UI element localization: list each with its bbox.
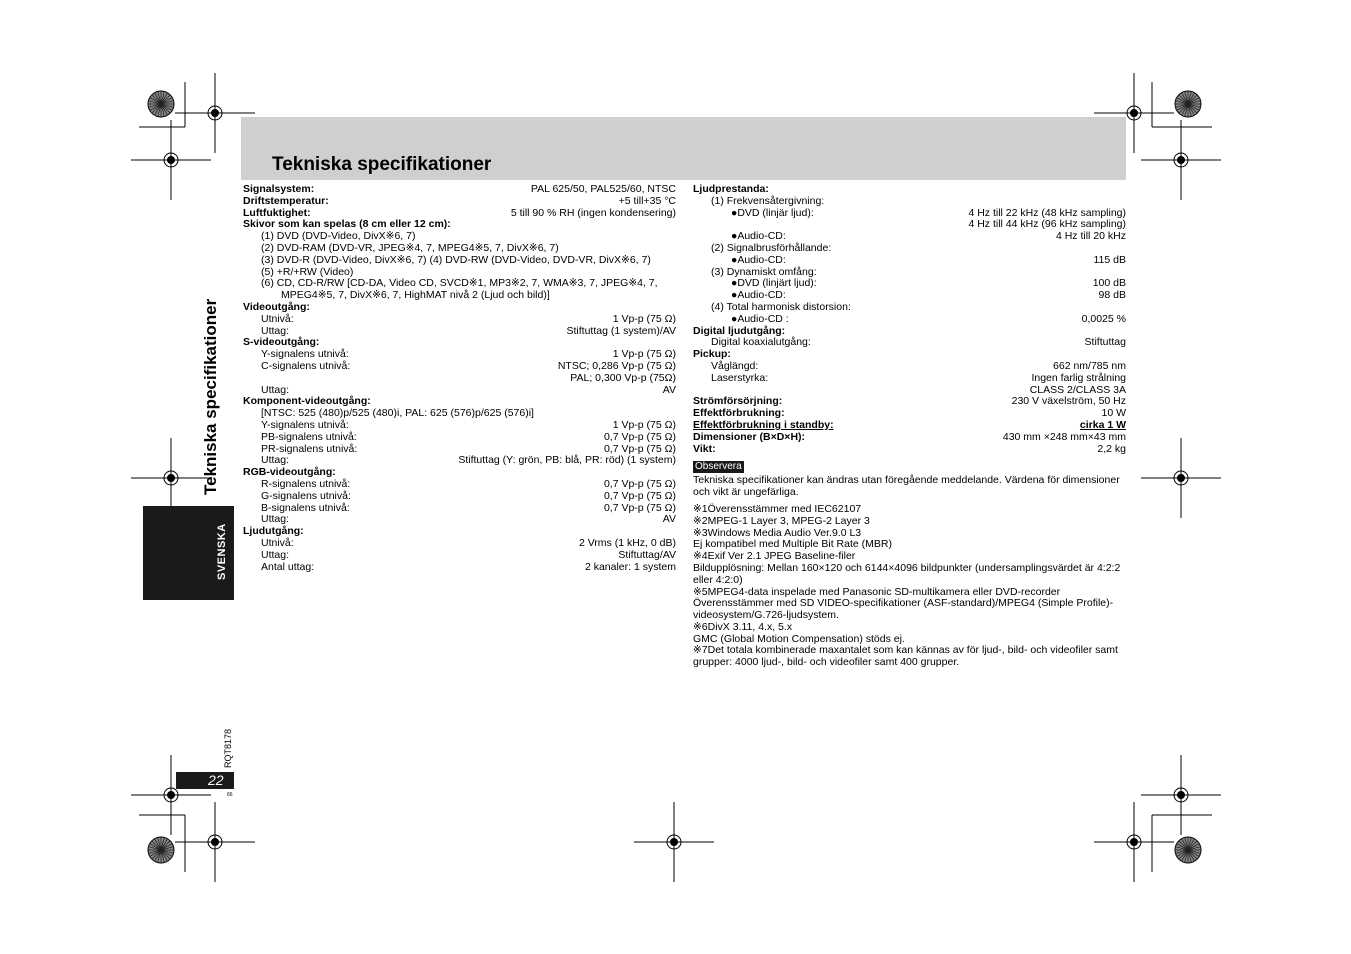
rosette-mark [148, 91, 174, 117]
spec-label: Uttag: [261, 513, 290, 526]
spec-label: Signalsystem: [243, 183, 315, 195]
spec-label: Pickup: [693, 348, 731, 361]
spec-label: MPEG4※5, 7, DivX※6, 7, HighMAT nivå 2 (Ljud och bild)] [281, 289, 550, 302]
spec-row [243, 562, 676, 574]
spec-row [243, 373, 676, 385]
spec-label: Uttag: [261, 383, 290, 396]
spec-label: Luftfuktighet: [243, 206, 311, 219]
spec-label: Strömförsörjning: [693, 395, 783, 408]
spec-label: Videoutgång: [243, 300, 310, 313]
spec-label: Y-signalens utnivå: [261, 418, 349, 431]
spec-label: ●DVD (linjär ljud): [731, 206, 814, 219]
spec-label: (4) Total harmonisk distorsion: [711, 300, 851, 313]
spec-label: Dimensioner (B×D×H): [693, 430, 806, 443]
rosette-mark [1175, 837, 1201, 863]
spec-row [693, 432, 1126, 444]
spec-label: (2) Signalbrusförhållande: [711, 241, 832, 254]
spec-label: PR-signalens utnivå: [261, 442, 358, 455]
spec-label: ●DVD (linjärt ljud): [731, 277, 817, 290]
footnote: ※7Det totala kombinerade maxantalet som kan kännas av för ljud-, bild- och videofiler samt grupper: 4000 ljud-, bild- och videofiler samt 400 grupper. [693, 644, 1118, 669]
footnote: ※6DivX 3.11, 4.x, 5.x [693, 620, 793, 633]
spec-value: 5 till 90 % RH (ingen kondensering) [510, 206, 676, 219]
spec-label: (6) CD, CD-R/RW [CD-DA, Video CD, SVCD※1, MP3※2, 7, WMA※3, 7, JPEG※4, 7, [261, 277, 658, 290]
rosette-mark [148, 837, 174, 863]
spec-label: S-videoutgång: [243, 336, 320, 349]
footnotes [693, 504, 1126, 669]
crosshair-mark [1141, 755, 1221, 835]
spec-value: Stiftuttag [1084, 336, 1126, 349]
spec-value: +5 till+35 °C [618, 194, 676, 207]
spec-value: CLASS 2/CLASS 3A [1029, 383, 1126, 396]
crosshair-mark [1141, 120, 1221, 200]
language-label: SVENSKA [216, 523, 228, 580]
spec-row [243, 361, 676, 373]
document-code: RQT8178 [223, 728, 233, 768]
spec-label: (5) +R/+RW (Video) [261, 265, 354, 278]
spec-row [243, 243, 676, 255]
spec-row [243, 255, 676, 267]
spec-value: 0,7 Vp-p (75 Ω) [603, 489, 676, 502]
spec-label: Digital koaxialutgång: [711, 336, 811, 349]
spec-column-right [693, 184, 1126, 669]
spec-label: Antal uttag: [261, 560, 315, 573]
spec-value: 662 nm/785 nm [1053, 359, 1126, 372]
crosshair-mark [175, 802, 255, 882]
spec-label: Uttag: [261, 548, 290, 561]
spec-row [243, 420, 676, 432]
spec-value: AV [662, 383, 676, 396]
spec-value: 2,2 kg [1097, 442, 1126, 455]
spec-label: (1) DVD (DVD-Video, DivX※6, 7) [261, 230, 416, 243]
spec-row [693, 302, 1126, 314]
page-number: 22 [208, 772, 224, 788]
spec-value: AV [662, 513, 676, 526]
spec-label: R-signalens utnivå: [261, 477, 351, 490]
footnote: GMC (Global Motion Compensation) stöds ej. [693, 632, 905, 645]
footnote: Bildupplösning: Mellan 160×120 och 6144×4096 bildpunkter (undersamplingsvärdet är 4:2:2 eller 4:2:0) [693, 561, 1121, 586]
spec-label: Våglängd: [711, 359, 759, 372]
spec-row [243, 196, 676, 208]
spec-label: Utnivå: [261, 312, 294, 325]
crosshair-mark [1141, 438, 1221, 518]
spec-value: 100 dB [1092, 277, 1126, 290]
spec-label: C-signalens utnivå: [261, 359, 351, 372]
footnote: ※1Överensstämmer med IEC62107 [693, 502, 862, 515]
footnote: ※5MPEG4-data inspelade med Panasonic SD-multikamera eller DVD-recorder [693, 585, 1061, 598]
spec-label: [NTSC: 525 (480)p/525 (480)i, PAL: 625 (576)p/625 (576)i] [261, 407, 534, 420]
footnote: ※4Exif Ver 2.1 JPEG Baseline-filer [693, 550, 856, 563]
crosshair-mark [131, 755, 211, 835]
spec-label: Ljudprestanda: [693, 183, 769, 195]
spec-value: 1 Vp-p (75 Ω) [612, 312, 676, 325]
spec-value: Ingen farlig strålning [1031, 371, 1126, 384]
spec-value: 4 Hz till 44 kHz (96 kHz sampling) [968, 218, 1126, 231]
footnote: Överensstämmer med SD VIDEO-specifikationer (ASF-standard)/MPEG4 (Simple Profile)-videosystem/G.726-ljudsystem. [693, 597, 1114, 622]
spec-label: G-signalens utnivå: [261, 489, 351, 502]
rosette-mark [1175, 91, 1201, 117]
spec-value: 0,0025 % [1081, 312, 1126, 325]
footnote: ※2MPEG-1 Layer 3, MPEG-2 Layer 3 [693, 514, 870, 527]
spec-value: PAL 625/50, PAL525/60, NTSC [530, 183, 676, 195]
spec-label: Uttag: [261, 324, 290, 337]
spec-label: ●Audio-CD: [731, 230, 786, 243]
spec-row [243, 314, 676, 326]
spec-label: Ljudutgång: [243, 525, 304, 538]
spec-label: Digital ljudutgång: [693, 324, 786, 337]
spec-label: Y-signalens utnivå: [261, 348, 349, 361]
spec-row [243, 432, 676, 444]
spec-value: cirka 1 W [1079, 418, 1126, 431]
note-badge: Observera [695, 461, 742, 473]
spec-label: Effektförbrukning: [693, 407, 785, 420]
note-text: Tekniska specifikationer kan ändras utan föregående meddelande. Värdena för dimensioner och vikt är ungefärliga. [693, 474, 1120, 499]
spec-label [693, 219, 731, 231]
spec-value: 0,7 Vp-p (75 Ω) [603, 430, 676, 443]
spec-label: RGB-videoutgång: [243, 466, 336, 479]
spec-label: ●Audio-CD: [731, 253, 786, 266]
spec-row [693, 337, 1126, 349]
page-sub-number: 66 [227, 792, 233, 798]
spec-row [693, 420, 1126, 432]
spec-value: 98 dB [1098, 289, 1126, 302]
spec-value: 0,7 Vp-p (75 Ω) [603, 501, 676, 514]
spec-label: (1) Frekvensåtergivning: [711, 194, 825, 207]
spec-label: Effektförbrukning i standby: [693, 418, 834, 431]
spec-label: ●Audio-CD: [731, 289, 786, 302]
spec-value: 4 Hz till 20 kHz [1055, 230, 1126, 243]
spec-value: 230 V växelström, 50 Hz [1011, 395, 1126, 408]
spec-label: (3) Dynamiskt omfång: [711, 265, 817, 278]
spec-value: NTSC; 0,286 Vp-p (75 Ω) [557, 359, 676, 372]
spec-row [693, 314, 1126, 326]
spec-label: B-signalens utnivå: [261, 501, 350, 514]
spec-value: 1 Vp-p (75 Ω) [612, 348, 676, 361]
spec-value: 0,7 Vp-p (75 Ω) [603, 477, 676, 490]
spec-column-left [243, 184, 676, 573]
spec-label: Komponent-videoutgång: [243, 395, 371, 408]
spec-row [243, 503, 676, 515]
side-title: Tekniska specifikationer [201, 298, 220, 495]
spec-row [243, 302, 676, 314]
spec-value: 2 kanaler: 1 system [584, 560, 676, 573]
footnote: Ej kompatibel med Multiple Bit Rate (MBR) [693, 538, 892, 551]
spec-row [243, 479, 676, 491]
spec-value: 1 Vp-p (75 Ω) [612, 418, 676, 431]
spec-row [693, 373, 1126, 385]
crosshair-mark [1094, 802, 1174, 882]
spec-label: Laserstyrka: [711, 371, 769, 384]
spec-value: 4 Hz till 22 kHz (48 kHz sampling) [968, 206, 1126, 219]
spec-value: Stiftuttag (Y: grön, PB: blå, PR: röd) (1 system) [458, 454, 676, 467]
spec-value: 2 Vrms (1 kHz, 0 dB) [578, 536, 676, 549]
spec-label: (3) DVD-R (DVD-Video, DivX※6, 7) (4) DVD-RW (DVD-Video, DVD-VR, DivX※6, 7) [261, 253, 651, 266]
spec-value: 10 W [1101, 407, 1126, 420]
spec-value: 115 dB [1093, 253, 1126, 266]
spec-row [243, 491, 676, 503]
page-title: Tekniska specifikationer [272, 154, 492, 175]
spec-value: PAL; 0,300 Vp-p (75Ω) [570, 371, 676, 384]
spec-label: Skivor som kan spelas (8 cm eller 12 cm): [243, 218, 451, 231]
spec-value: 430 mm ×248 mm×43 mm [1002, 430, 1126, 443]
spec-label: Driftstemperatur: [243, 194, 329, 207]
spec-row [693, 196, 1126, 208]
spec-value: Stiftuttag/AV [618, 548, 676, 561]
spec-row [243, 514, 676, 526]
spec-label: PB-signalens utnivå: [261, 430, 357, 443]
spec-row [243, 538, 676, 550]
spec-row [693, 243, 1126, 255]
spec-row [693, 444, 1126, 456]
spec-value: Stiftuttag (1 system)/AV [566, 324, 676, 337]
page-number-box [176, 772, 234, 789]
spec-label: Utnivå: [261, 536, 294, 549]
spec-label: Vikt: [693, 442, 716, 455]
spec-label: (2) DVD-RAM (DVD-VR, JPEG※4, 7, MPEG4※5, 7, DivX※6, 7) [261, 241, 559, 254]
spec-label: Uttag: [261, 454, 290, 467]
spec-label [243, 373, 261, 385]
spec-label: ●Audio-CD : [731, 312, 789, 325]
spec-list-right [693, 184, 1126, 455]
spec-row [693, 255, 1126, 267]
spec-value: 0,7 Vp-p (75 Ω) [603, 442, 676, 455]
spec-row [243, 550, 676, 562]
crosshair-mark [131, 120, 211, 200]
crosshair-mark [634, 802, 714, 882]
spec-row [693, 361, 1126, 373]
footnote: ※3Windows Media Audio Ver.9.0 L3 [693, 526, 862, 539]
